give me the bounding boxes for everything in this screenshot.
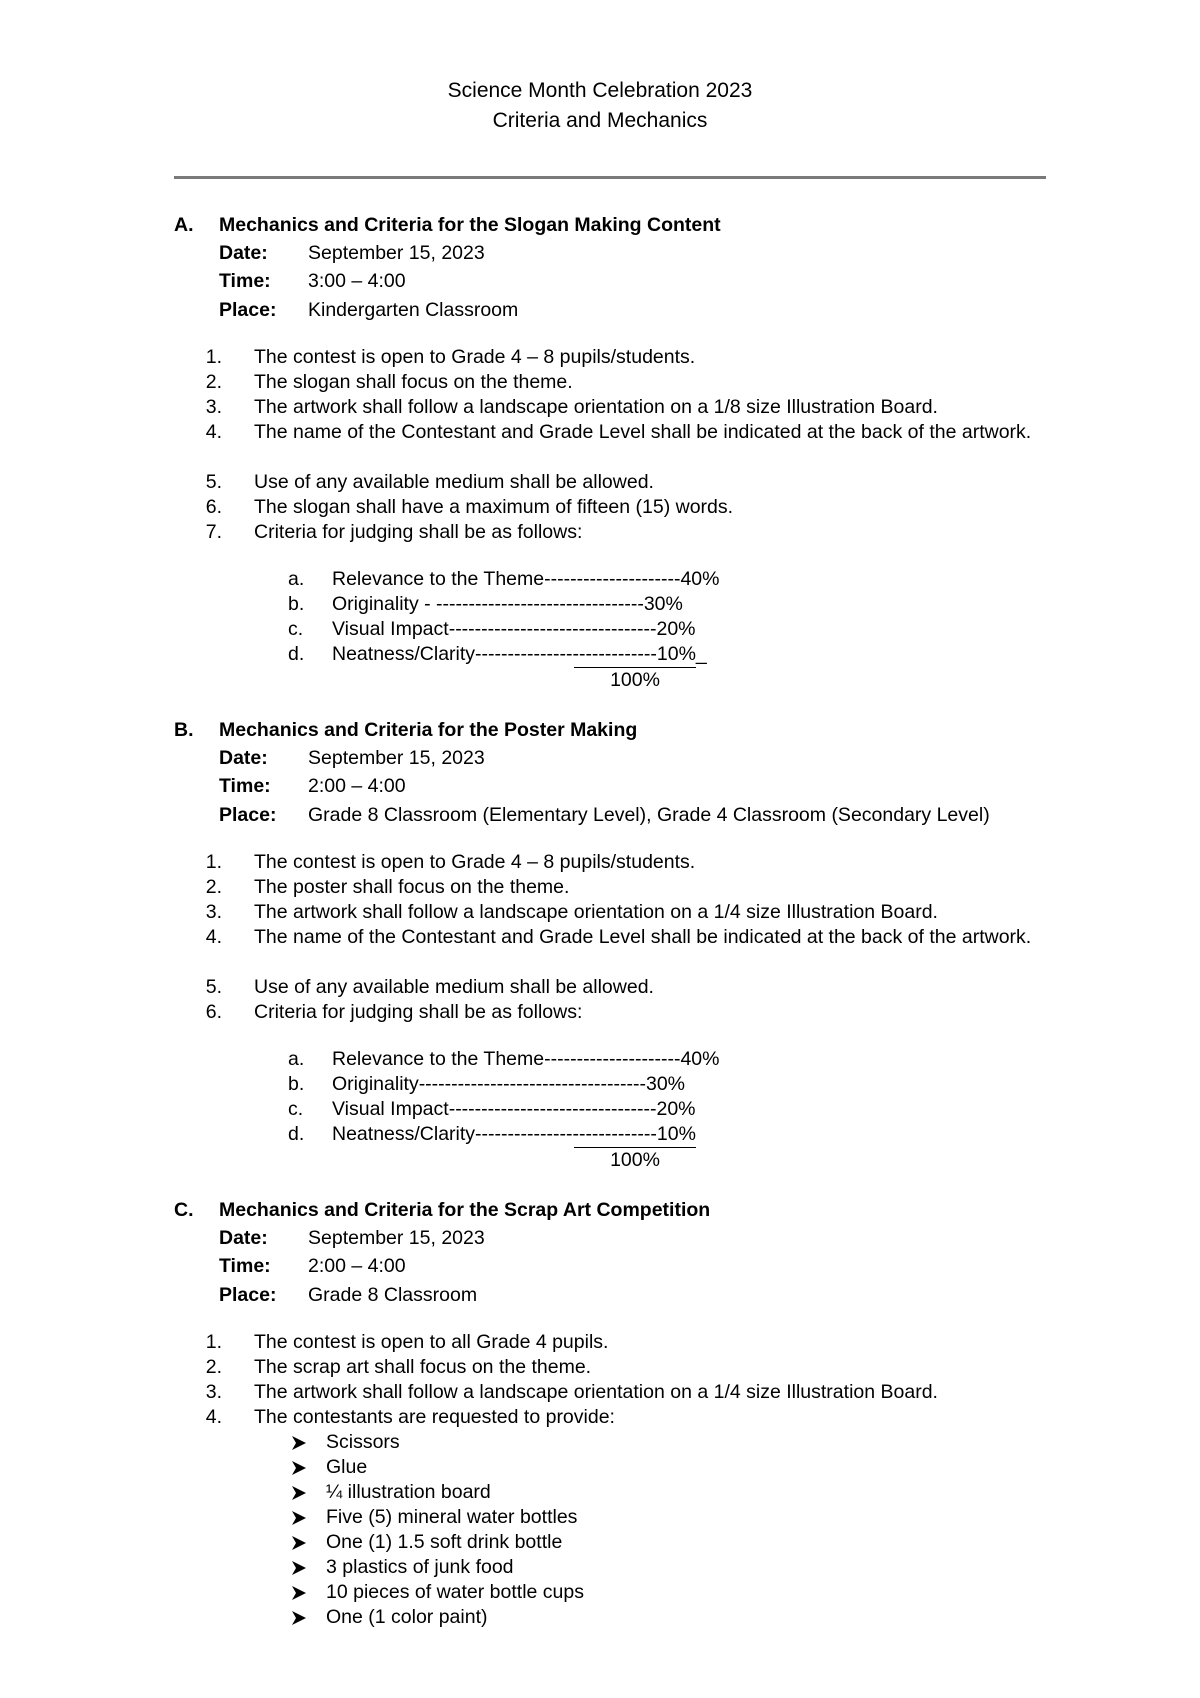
time-value: 2:00 – 4:00	[308, 775, 406, 797]
item-number: 6.	[205, 1001, 222, 1023]
item-number: 6.	[205, 496, 222, 518]
criteria-text: Originality - --------------------------------30%	[332, 593, 683, 615]
item-text: The contestants are requested to provide:	[254, 1406, 615, 1428]
date-label: Date:	[219, 242, 268, 264]
item-number: 2.	[205, 371, 222, 393]
item-text: The contest is open to Grade 4 – 8 pupils/students.	[254, 346, 696, 368]
arrowhead-bullet-icon	[290, 1584, 308, 1602]
item-text: The name of the Contestant and Grade Level shall be indicated at the back of the artwork.	[254, 926, 1032, 948]
item-number: 5.	[205, 976, 222, 998]
time-label: Time:	[219, 1255, 271, 1277]
material-text: Glue	[326, 1456, 368, 1478]
date-value: September 15, 2023	[308, 747, 485, 769]
time-value: 2:00 – 4:00	[308, 1255, 406, 1277]
criteria-letter: d.	[288, 643, 305, 665]
criteria-letter: c.	[288, 618, 304, 640]
item-number: 4.	[205, 1406, 222, 1428]
item-text: The contest is open to all Grade 4 pupils.	[254, 1331, 609, 1353]
time-value: 3:00 – 4:00	[308, 270, 406, 292]
date-value: September 15, 2023	[308, 242, 485, 264]
item-number: 3.	[205, 1381, 222, 1403]
place-value: Grade 8 Classroom (Elementary Level), Grade 4 Classroom (Secondary Level)	[308, 804, 990, 826]
criteria-text: Relevance to the Theme---------------------40%	[332, 568, 720, 590]
material-text: One (1 color paint)	[326, 1606, 488, 1628]
place-value: Grade 8 Classroom	[308, 1284, 478, 1306]
arrowhead-bullet-icon	[290, 1534, 308, 1552]
item-text: Use of any available medium shall be allowed.	[254, 976, 654, 998]
place-label: Place:	[219, 804, 277, 826]
material-text: ¼ illustration board	[326, 1481, 491, 1503]
document-title: Science Month Celebration 2023	[447, 79, 753, 102]
criteria-text: Neatness/Clarity----------------------------10%_	[332, 643, 707, 665]
document-subtitle: Criteria and Mechanics	[492, 109, 708, 132]
criteria-text: Visual Impact--------------------------------20%	[332, 618, 696, 640]
item-number: 1.	[205, 1331, 222, 1353]
section-letter: A.	[174, 214, 194, 236]
time-label: Time:	[219, 270, 271, 292]
item-text: Criteria for judging shall be as follows:	[254, 1001, 583, 1023]
material-text: Scissors	[326, 1431, 400, 1453]
section-title: Mechanics and Criteria for the Scrap Art Competition	[219, 1199, 711, 1221]
criteria-total: 100%	[574, 667, 696, 693]
criteria-text: Neatness/Clarity----------------------------10%	[332, 1123, 696, 1145]
item-number: 7.	[205, 521, 222, 543]
arrowhead-bullet-icon	[290, 1509, 308, 1527]
item-number: 2.	[205, 876, 222, 898]
item-text: Criteria for judging shall be as follows:	[254, 521, 583, 543]
material-text: One (1) 1.5 soft drink bottle	[326, 1531, 563, 1553]
item-number: 3.	[205, 396, 222, 418]
item-number: 1.	[205, 346, 222, 368]
arrowhead-bullet-icon	[290, 1484, 308, 1502]
arrowhead-bullet-icon	[290, 1459, 308, 1477]
criteria-total: 100%	[574, 1147, 696, 1173]
material-text: 3 plastics of junk food	[326, 1556, 514, 1578]
criteria-text: Visual Impact--------------------------------20%	[332, 1098, 696, 1120]
criteria-letter: d.	[288, 1123, 305, 1145]
place-label: Place:	[219, 299, 277, 321]
item-text: The poster shall focus on the theme.	[254, 876, 570, 898]
date-value: September 15, 2023	[308, 1227, 485, 1249]
item-text: The slogan shall have a maximum of fifteen (15) words.	[254, 496, 734, 518]
item-text: The artwork shall follow a landscape orientation on a 1/8 size Illustration Board.	[254, 396, 938, 418]
arrowhead-bullet-icon	[290, 1559, 308, 1577]
item-number: 5.	[205, 471, 222, 493]
criteria-text: Relevance to the Theme---------------------40%	[332, 1048, 720, 1070]
material-text: Five (5) mineral water bottles	[326, 1506, 578, 1528]
section-letter: C.	[174, 1199, 194, 1221]
item-number: 3.	[205, 901, 222, 923]
place-value: Kindergarten Classroom	[308, 299, 519, 321]
item-text: Use of any available medium shall be allowed.	[254, 471, 654, 493]
material-text: 10 pieces of water bottle cups	[326, 1581, 584, 1603]
place-label: Place:	[219, 1284, 277, 1306]
item-text: The scrap art shall focus on the theme.	[254, 1356, 592, 1378]
criteria-letter: a.	[288, 1048, 305, 1070]
section-title: Mechanics and Criteria for the Slogan Making Content	[219, 214, 721, 236]
criteria-letter: a.	[288, 568, 305, 590]
time-label: Time:	[219, 775, 271, 797]
date-label: Date:	[219, 1227, 268, 1249]
item-number: 1.	[205, 851, 222, 873]
criteria-text: Originality-----------------------------------30%	[332, 1073, 685, 1095]
item-text: The artwork shall follow a landscape orientation on a 1/4 size Illustration Board.	[254, 901, 938, 923]
item-number: 4.	[205, 421, 222, 443]
item-number: 2.	[205, 1356, 222, 1378]
date-label: Date:	[219, 747, 268, 769]
item-number: 4.	[205, 926, 222, 948]
criteria-letter: b.	[288, 1073, 305, 1095]
item-text: The artwork shall follow a landscape orientation on a 1/4 size Illustration Board.	[254, 1381, 938, 1403]
item-text: The slogan shall focus on the theme.	[254, 371, 573, 393]
section-title: Mechanics and Criteria for the Poster Making	[219, 719, 638, 741]
arrowhead-bullet-icon	[290, 1609, 308, 1627]
criteria-letter: b.	[288, 593, 305, 615]
header-divider	[174, 176, 1046, 179]
section-letter: B.	[174, 719, 194, 741]
item-text: The name of the Contestant and Grade Level shall be indicated at the back of the artwork.	[254, 421, 1032, 443]
item-text: The contest is open to Grade 4 – 8 pupils/students.	[254, 851, 696, 873]
criteria-letter: c.	[288, 1098, 304, 1120]
arrowhead-bullet-icon	[290, 1434, 308, 1452]
